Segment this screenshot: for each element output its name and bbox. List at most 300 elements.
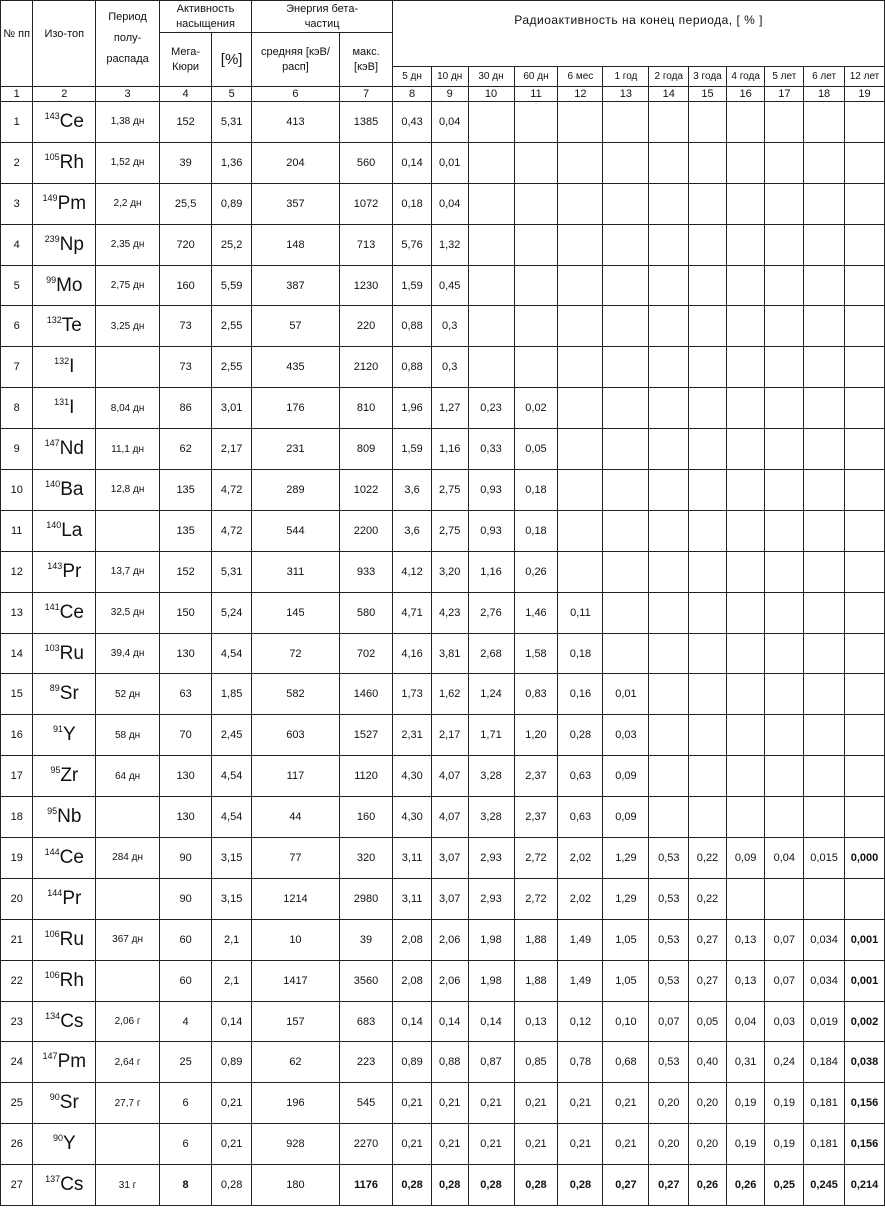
half-life-cell [96, 510, 160, 551]
radioactivity-cell-12 [844, 388, 884, 429]
radioactivity-cell-6: 0,21 [603, 1124, 649, 1165]
header-num: № пп [1, 1, 33, 87]
radioactivity-cell-2: 0,04 [431, 102, 468, 143]
radioactivity-cell-12 [844, 551, 884, 592]
energy-avg-cell: 413 [252, 102, 340, 143]
radioactivity-cell-2: 2,06 [431, 960, 468, 1001]
half-life-cell: 1,38 дн [96, 102, 160, 143]
table-row [1, 102, 885, 143]
column-number-18: 18 [804, 87, 845, 102]
radioactivity-cell-7 [649, 388, 689, 429]
radioactivity-cell-1: 0,88 [393, 306, 432, 347]
activity-pct-cell: 0,21 [212, 1124, 252, 1165]
radioactivity-cell-2: 4,23 [431, 592, 468, 633]
radioactivity-cell-6: 1,05 [603, 919, 649, 960]
activity-mci-cell: 150 [159, 592, 211, 633]
radioactivity-cell-8: 0,27 [689, 919, 727, 960]
element-symbol: I [69, 397, 75, 419]
radioactivity-cell-10 [765, 878, 804, 919]
radioactivity-cell-2: 4,07 [431, 797, 468, 838]
radioactivity-cell-3: 1,24 [468, 674, 514, 715]
radioactivity-cell-2: 3,07 [431, 878, 468, 919]
radioactivity-cell-11 [804, 592, 845, 633]
radioactivity-cell-1: 5,76 [393, 224, 432, 265]
radioactivity-cell-10: 0,19 [765, 1083, 804, 1124]
radioactivity-cell-5: 0,63 [558, 797, 603, 838]
activity-pct-cell: 4,72 [212, 510, 252, 551]
half-life-cell: 31 г [96, 1165, 160, 1206]
activity-pct-cell: 1,36 [212, 142, 252, 183]
energy-avg-cell: 357 [252, 183, 340, 224]
radioactivity-cell-2: 0,3 [431, 347, 468, 388]
half-life-cell: 12,8 дн [96, 470, 160, 511]
radioactivity-cell-5: 0,21 [558, 1124, 603, 1165]
mass-number: 106 [44, 969, 60, 980]
radioactivity-cell-4 [514, 306, 558, 347]
radioactivity-cell-8: 0,20 [689, 1124, 727, 1165]
half-life-cell: 2,64 г [96, 1042, 160, 1083]
radioactivity-cell-11 [804, 142, 845, 183]
activity-pct-cell: 4,54 [212, 633, 252, 674]
row-number: 19 [1, 838, 33, 879]
column-number-11: 11 [514, 87, 558, 102]
isotope-cell [33, 919, 96, 960]
energy-avg-cell: 145 [252, 592, 340, 633]
radioactivity-cell-4: 2,37 [514, 756, 558, 797]
mass-number: 141 [44, 601, 60, 612]
radioactivity-cell-3: 2,76 [468, 592, 514, 633]
radioactivity-cell-10: 0,04 [765, 838, 804, 879]
activity-mci-cell: 73 [159, 347, 211, 388]
column-number-10: 10 [468, 87, 514, 102]
radioactivity-cell-5: 1,49 [558, 960, 603, 1001]
half-life-cell: 13,7 дн [96, 551, 160, 592]
mass-number: 140 [45, 478, 61, 489]
energy-avg-cell: 117 [252, 756, 340, 797]
radioactivity-cell-8: 0,22 [689, 838, 727, 879]
radioactivity-cell-1: 0,21 [393, 1124, 432, 1165]
radioactivity-cell-3: 2,68 [468, 633, 514, 674]
table-row [1, 592, 885, 633]
radioactivity-cell-5: 0,78 [558, 1042, 603, 1083]
radioactivity-cell-10 [765, 470, 804, 511]
half-life-cell: 2,35 дн [96, 224, 160, 265]
radioactivity-cell-6: 0,03 [603, 715, 649, 756]
element-symbol: Te [61, 315, 82, 337]
element-symbol: Ru [59, 642, 84, 664]
table-row [1, 797, 885, 838]
mass-number: 144 [47, 887, 63, 898]
element-symbol: La [61, 519, 83, 541]
radioactivity-cell-1: 4,71 [393, 592, 432, 633]
column-number-7: 7 [339, 87, 392, 102]
column-number-9: 9 [431, 87, 468, 102]
row-number: 21 [1, 919, 33, 960]
radioactivity-cell-3 [468, 224, 514, 265]
radioactivity-cell-9: 0,19 [726, 1083, 765, 1124]
mass-number: 95 [50, 765, 61, 776]
mass-number: 99 [46, 274, 57, 285]
radioactivity-cell-8 [689, 142, 727, 183]
element-symbol: Sr [59, 683, 79, 705]
radioactivity-cell-9 [726, 633, 765, 674]
radioactivity-cell-1: 0,89 [393, 1042, 432, 1083]
radioactivity-cell-8: 0,27 [689, 960, 727, 1001]
radioactivity-cell-8 [689, 429, 727, 470]
radioactivity-cell-2: 1,32 [431, 224, 468, 265]
radioactivity-cell-10 [765, 756, 804, 797]
radioactivity-cell-10 [765, 265, 804, 306]
radioactivity-cell-5 [558, 265, 603, 306]
radioactivity-cell-6: 0,21 [603, 1083, 649, 1124]
radioactivity-cell-4 [514, 347, 558, 388]
half-life-cell [96, 960, 160, 1001]
radioactivity-cell-10 [765, 183, 804, 224]
energy-avg-cell: 196 [252, 1083, 340, 1124]
activity-pct-cell: 4,54 [212, 797, 252, 838]
radioactivity-cell-12 [844, 756, 884, 797]
radioactivity-cell-12 [844, 306, 884, 347]
mass-number: 144 [44, 846, 60, 857]
header-energy-avg: средняя [кэВ/расп] [252, 33, 340, 87]
header-energy-max: макс. [кэВ] [339, 33, 392, 87]
row-number: 8 [1, 388, 33, 429]
radioactivity-cell-7: 0,20 [649, 1124, 689, 1165]
activity-pct-cell: 0,89 [212, 183, 252, 224]
radioactivity-cell-11 [804, 183, 845, 224]
energy-avg-cell: 72 [252, 633, 340, 674]
isotope-cell [33, 1001, 96, 1042]
radioactivity-cell-8: 0,26 [689, 1165, 727, 1206]
radioactivity-cell-5: 0,12 [558, 1001, 603, 1042]
table-row [1, 470, 885, 511]
row-number: 1 [1, 102, 33, 143]
column-number-2: 2 [33, 87, 96, 102]
energy-max-cell: 320 [339, 838, 392, 879]
radioactivity-cell-10 [765, 142, 804, 183]
radioactivity-cell-12 [844, 470, 884, 511]
radioactivity-cell-6 [603, 347, 649, 388]
row-number: 3 [1, 183, 33, 224]
radioactivity-cell-1: 3,11 [393, 838, 432, 879]
radioactivity-cell-5: 2,02 [558, 838, 603, 879]
row-number: 5 [1, 265, 33, 306]
radioactivity-cell-1: 0,43 [393, 102, 432, 143]
radioactivity-cell-4 [514, 224, 558, 265]
radioactivity-cell-2: 1,27 [431, 388, 468, 429]
radioactivity-cell-10 [765, 633, 804, 674]
radioactivity-cell-5 [558, 224, 603, 265]
half-life-cell: 8,04 дн [96, 388, 160, 429]
radioactivity-cell-11 [804, 224, 845, 265]
mass-number: 140 [46, 519, 62, 530]
radioactivity-cell-8 [689, 592, 727, 633]
radioactivity-cell-9 [726, 306, 765, 347]
activity-mci-cell: 73 [159, 306, 211, 347]
radioactivity-cell-7: 0,27 [649, 1165, 689, 1206]
isotope-cell [33, 265, 96, 306]
energy-max-cell: 2980 [339, 878, 392, 919]
mass-number: 239 [44, 233, 60, 244]
energy-avg-cell: 387 [252, 265, 340, 306]
radioactivity-cell-3: 3,28 [468, 797, 514, 838]
mass-number: 147 [44, 438, 60, 449]
radioactivity-cell-5 [558, 388, 603, 429]
activity-pct-cell: 5,24 [212, 592, 252, 633]
mass-number: 137 [45, 1174, 61, 1185]
radioactivity-cell-9: 0,04 [726, 1001, 765, 1042]
table-row [1, 388, 885, 429]
radioactivity-cell-11 [804, 878, 845, 919]
radioactivity-cell-8 [689, 224, 727, 265]
radioactivity-cell-12: 0,000 [844, 838, 884, 879]
isotope-cell [33, 1042, 96, 1083]
radioactivity-cell-3 [468, 265, 514, 306]
isotope-cell [33, 388, 96, 429]
energy-avg-cell: 44 [252, 797, 340, 838]
radioactivity-cell-4: 2,37 [514, 797, 558, 838]
header-radioactivity: Радиоактивность на конец периода, [ % ] [393, 1, 885, 67]
energy-avg-cell: 435 [252, 347, 340, 388]
header-period-8: 3 года [689, 67, 727, 87]
radioactivity-cell-7: 0,53 [649, 1042, 689, 1083]
radioactivity-cell-2: 4,07 [431, 756, 468, 797]
radioactivity-cell-9 [726, 388, 765, 429]
element-symbol: Np [59, 233, 84, 255]
radioactivity-cell-3: 0,21 [468, 1083, 514, 1124]
activity-mci-cell: 60 [159, 919, 211, 960]
mass-number: 89 [49, 683, 60, 694]
radioactivity-cell-4: 0,28 [514, 1165, 558, 1206]
radioactivity-cell-5 [558, 347, 603, 388]
header-period-6: 1 год [603, 67, 649, 87]
radioactivity-cell-12: 0,038 [844, 1042, 884, 1083]
radioactivity-cell-7 [649, 142, 689, 183]
radioactivity-cell-6: 0,09 [603, 797, 649, 838]
radioactivity-cell-4: 1,58 [514, 633, 558, 674]
radioactivity-cell-10: 0,19 [765, 1124, 804, 1165]
radioactivity-cell-5 [558, 470, 603, 511]
activity-mci-cell: 152 [159, 551, 211, 592]
radioactivity-cell-11 [804, 551, 845, 592]
radioactivity-cell-2: 3,20 [431, 551, 468, 592]
row-number: 14 [1, 633, 33, 674]
header-period-10: 5 лет [765, 67, 804, 87]
radioactivity-cell-1: 3,11 [393, 878, 432, 919]
radioactivity-cell-11: 0,245 [804, 1165, 845, 1206]
radioactivity-cell-12 [844, 429, 884, 470]
table-row [1, 1124, 885, 1165]
energy-avg-cell: 10 [252, 919, 340, 960]
radioactivity-cell-3 [468, 183, 514, 224]
header-period-9: 4 года [726, 67, 765, 87]
table-row [1, 142, 885, 183]
radioactivity-cell-5 [558, 510, 603, 551]
radioactivity-cell-5: 0,21 [558, 1083, 603, 1124]
radioactivity-cell-6 [603, 388, 649, 429]
radioactivity-cell-7 [649, 306, 689, 347]
activity-pct-cell: 4,72 [212, 470, 252, 511]
row-number: 2 [1, 142, 33, 183]
radioactivity-cell-7 [649, 183, 689, 224]
header-activity-pct: [%] [212, 33, 252, 87]
radioactivity-cell-9: 0,26 [726, 1165, 765, 1206]
mass-number: 132 [54, 356, 70, 367]
radioactivity-cell-6 [603, 429, 649, 470]
mass-number: 95 [47, 806, 58, 817]
element-symbol: Ru [59, 928, 84, 950]
radioactivity-cell-9: 0,09 [726, 838, 765, 879]
energy-avg-cell: 157 [252, 1001, 340, 1042]
radioactivity-cell-2: 1,62 [431, 674, 468, 715]
activity-mci-cell: 152 [159, 102, 211, 143]
radioactivity-cell-9: 0,31 [726, 1042, 765, 1083]
radioactivity-cell-7: 0,53 [649, 919, 689, 960]
activity-pct-cell: 2,17 [212, 429, 252, 470]
isotope-cell [33, 1165, 96, 1206]
half-life-cell: 367 дн [96, 919, 160, 960]
half-life-cell [96, 797, 160, 838]
radioactivity-cell-8: 0,20 [689, 1083, 727, 1124]
radioactivity-cell-3: 0,33 [468, 429, 514, 470]
radioactivity-cell-7 [649, 347, 689, 388]
isotope-cell [33, 797, 96, 838]
radioactivity-cell-12 [844, 142, 884, 183]
radioactivity-cell-2: 0,28 [431, 1165, 468, 1206]
radioactivity-cell-5 [558, 429, 603, 470]
half-life-cell: 284 дн [96, 838, 160, 879]
radioactivity-cell-10: 0,03 [765, 1001, 804, 1042]
radioactivity-cell-1: 0,14 [393, 1001, 432, 1042]
energy-avg-cell: 582 [252, 674, 340, 715]
mass-number: 90 [52, 1133, 63, 1144]
isotope-cell [33, 142, 96, 183]
radioactivity-cell-7 [649, 429, 689, 470]
radioactivity-cell-7 [649, 633, 689, 674]
energy-avg-cell: 1417 [252, 960, 340, 1001]
radioactivity-cell-1: 4,30 [393, 756, 432, 797]
radioactivity-cell-4: 0,18 [514, 470, 558, 511]
radioactivity-cell-10 [765, 715, 804, 756]
row-number: 23 [1, 1001, 33, 1042]
table-row [1, 715, 885, 756]
radioactivity-cell-11 [804, 633, 845, 674]
radioactivity-cell-4: 0,21 [514, 1083, 558, 1124]
column-number-4: 4 [159, 87, 211, 102]
table-row [1, 265, 885, 306]
radioactivity-cell-6 [603, 183, 649, 224]
table-row [1, 960, 885, 1001]
radioactivity-cell-11: 0,181 [804, 1083, 845, 1124]
radioactivity-cell-9: 0,13 [726, 919, 765, 960]
mass-number: 106 [44, 928, 60, 939]
activity-mci-cell: 6 [159, 1083, 211, 1124]
table-row [1, 919, 885, 960]
radioactivity-cell-6: 0,68 [603, 1042, 649, 1083]
radioactivity-cell-12 [844, 878, 884, 919]
radioactivity-cell-10: 0,25 [765, 1165, 804, 1206]
radioactivity-cell-1: 0,14 [393, 142, 432, 183]
activity-mci-cell: 135 [159, 510, 211, 551]
header-period-5: 6 мес [558, 67, 603, 87]
radioactivity-cell-4 [514, 183, 558, 224]
activity-pct-cell: 1,85 [212, 674, 252, 715]
radioactivity-cell-10 [765, 674, 804, 715]
isotope-cell [33, 510, 96, 551]
element-symbol: Y [62, 724, 76, 746]
radioactivity-cell-6: 0,01 [603, 674, 649, 715]
radioactivity-cell-1: 0,18 [393, 183, 432, 224]
radioactivity-cell-2: 3,07 [431, 838, 468, 879]
radioactivity-cell-5: 0,63 [558, 756, 603, 797]
isotope-cell [33, 674, 96, 715]
energy-avg-cell: 1214 [252, 878, 340, 919]
radioactivity-cell-8: 0,05 [689, 1001, 727, 1042]
activity-mci-cell: 25 [159, 1042, 211, 1083]
header-activity-mci: Мега-Кюри [159, 33, 211, 87]
radioactivity-cell-6: 0,27 [603, 1165, 649, 1206]
radioactivity-cell-10 [765, 510, 804, 551]
half-life-cell: 32,5 дн [96, 592, 160, 633]
radioactivity-cell-8 [689, 470, 727, 511]
radioactivity-cell-9 [726, 551, 765, 592]
radioactivity-cell-8 [689, 633, 727, 674]
radioactivity-cell-10 [765, 306, 804, 347]
element-symbol: Pr [62, 887, 82, 909]
activity-mci-cell: 39 [159, 142, 211, 183]
radioactivity-cell-4: 0,21 [514, 1124, 558, 1165]
row-number: 13 [1, 592, 33, 633]
table-row [1, 183, 885, 224]
radioactivity-cell-5: 0,18 [558, 633, 603, 674]
column-number-16: 16 [726, 87, 765, 102]
activity-pct-cell: 2,1 [212, 919, 252, 960]
radioactivity-cell-7 [649, 510, 689, 551]
radioactivity-cell-9 [726, 265, 765, 306]
row-number: 24 [1, 1042, 33, 1083]
element-symbol: Sr [59, 1092, 79, 1114]
radioactivity-cell-7: 0,07 [649, 1001, 689, 1042]
energy-max-cell: 702 [339, 633, 392, 674]
radioactivity-cell-2: 0,21 [431, 1124, 468, 1165]
radioactivity-cell-1: 1,73 [393, 674, 432, 715]
activity-pct-cell: 5,59 [212, 265, 252, 306]
radioactivity-cell-2: 0,88 [431, 1042, 468, 1083]
header-period-3: 30 дн [468, 67, 514, 87]
header-activity: Активность насыщения [159, 1, 251, 33]
energy-avg-cell: 176 [252, 388, 340, 429]
radioactivity-cell-5: 1,49 [558, 919, 603, 960]
radioactivity-cell-12 [844, 265, 884, 306]
energy-max-cell: 1527 [339, 715, 392, 756]
header-half-life: Период полу-распада [96, 1, 160, 87]
element-symbol: Ce [59, 110, 84, 132]
activity-mci-cell: 130 [159, 756, 211, 797]
radioactivity-cell-7 [649, 470, 689, 511]
element-symbol: Nb [57, 806, 82, 828]
column-number-3: 3 [96, 87, 160, 102]
radioactivity-cell-9 [726, 429, 765, 470]
radioactivity-cell-6: 0,10 [603, 1001, 649, 1042]
isotope-cell [33, 306, 96, 347]
radioactivity-cell-1: 0,88 [393, 347, 432, 388]
energy-max-cell: 2200 [339, 510, 392, 551]
radioactivity-cell-3: 2,93 [468, 878, 514, 919]
row-number: 9 [1, 429, 33, 470]
activity-mci-cell: 4 [159, 1001, 211, 1042]
radioactivity-cell-6 [603, 306, 649, 347]
radioactivity-cell-7 [649, 102, 689, 143]
